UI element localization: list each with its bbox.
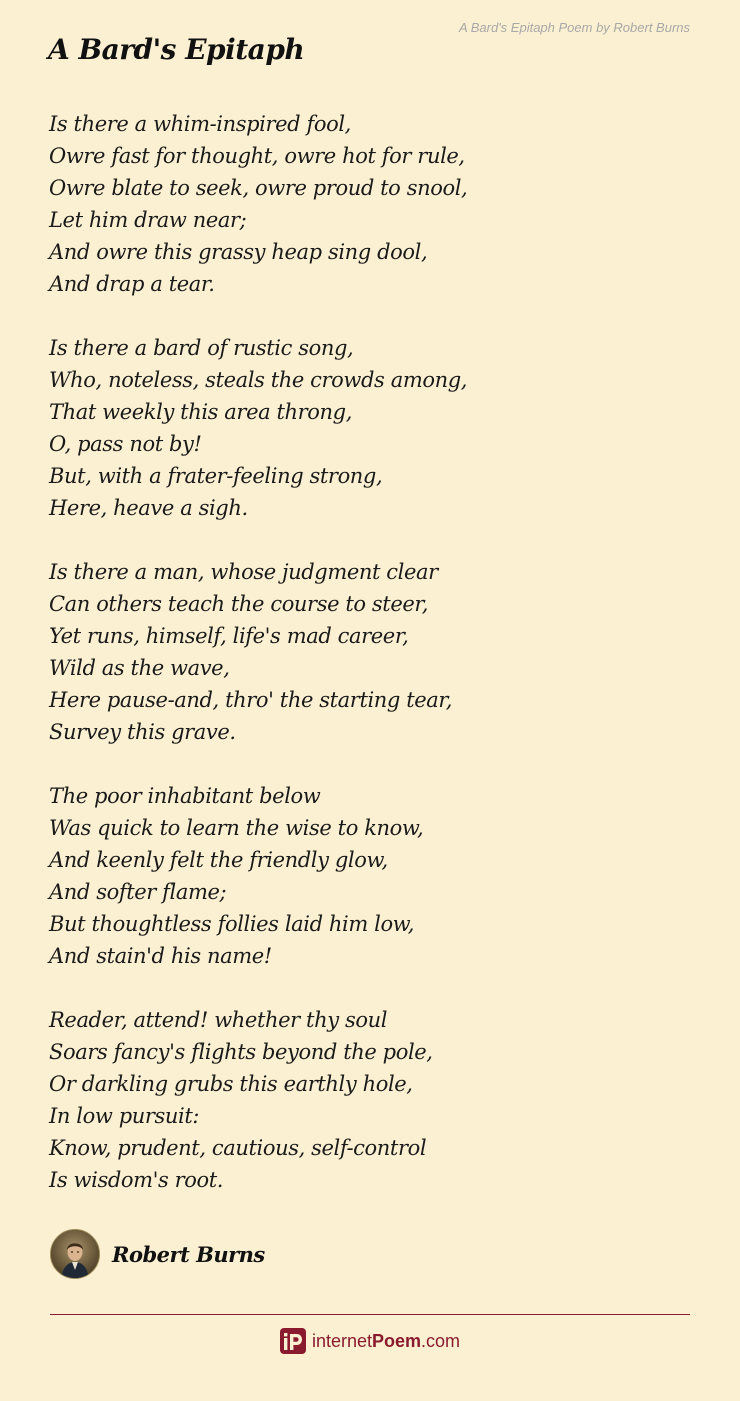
poem-body xyxy=(49,108,689,1228)
poem-line: Let him draw near; xyxy=(49,208,247,232)
poem-line: Soars fancy's flights beyond the pole, xyxy=(49,1040,433,1064)
poem-line: Wild as the wave, xyxy=(49,656,230,680)
footer-divider xyxy=(50,1314,690,1315)
poem-line: And softer flame; xyxy=(49,880,227,904)
poem-line: In low pursuit: xyxy=(49,1104,200,1128)
footer-brand-link[interactable] xyxy=(0,1326,740,1356)
poem-line: And keenly felt the friendly glow, xyxy=(49,848,388,872)
stanza xyxy=(49,556,689,748)
poem-line: Yet runs, himself, life's mad career, xyxy=(49,624,409,648)
author-avatar[interactable] xyxy=(50,1229,100,1279)
stanza xyxy=(49,1004,689,1196)
poem-line: O, pass not by! xyxy=(49,432,202,456)
brand-prefix: internet xyxy=(311,1330,372,1351)
poem-line: Is there a man, whose judgment clear xyxy=(49,560,438,584)
poem-line: Or darkling grubs this earthly hole, xyxy=(49,1072,413,1096)
poem-line: Is there a bard of rustic song, xyxy=(49,336,354,360)
poem-line: Here pause-and, thro' the starting tear, xyxy=(49,688,453,712)
author-name[interactable]: Robert Burns xyxy=(112,1241,265,1267)
poem-line: Know, prudent, cautious, self-control xyxy=(49,1136,427,1160)
poem-line: Is there a whim-inspired fool, xyxy=(49,112,351,136)
brand-suffix: .com xyxy=(421,1330,461,1351)
brand-text xyxy=(312,1331,460,1352)
ip-logo-icon xyxy=(280,1328,306,1354)
poem-line: Owre blate to seek, owre proud to snool, xyxy=(49,176,468,200)
poem-line: Who, noteless, steals the crowds among, xyxy=(49,368,468,392)
poem-line: Was quick to learn the wise to know, xyxy=(49,816,424,840)
poem-title: A Bard's Epitaph xyxy=(48,33,305,66)
poem-line: Owre fast for thought, owre hot for rule, xyxy=(49,144,465,168)
poem-line: But, with a frater-feeling strong, xyxy=(49,464,383,488)
poem-line: And owre this grassy heap sing dool, xyxy=(49,240,428,264)
author-portrait-icon xyxy=(51,1230,99,1278)
poem-line: Survey this grave. xyxy=(49,720,236,744)
stanza xyxy=(49,780,689,972)
poem-line: Can others teach the course to steer, xyxy=(49,592,429,616)
stanza xyxy=(49,108,689,300)
poem-line: Reader, attend! whether thy soul xyxy=(49,1008,388,1032)
poem-line: The poor inhabitant below xyxy=(49,784,321,808)
stanza xyxy=(49,332,689,524)
poem-line: But thoughtless follies laid him low, xyxy=(49,912,415,936)
poem-line: And drap a tear. xyxy=(49,272,215,296)
author-row[interactable] xyxy=(50,1228,265,1280)
brand-bold: Poem xyxy=(372,1330,422,1351)
header-caption: A Bard's Epitaph Poem by Robert Burns xyxy=(458,20,690,35)
poem-line: That weekly this area throng, xyxy=(49,400,352,424)
poem-line: Is wisdom's root. xyxy=(49,1168,224,1192)
poem-line: Here, heave a sigh. xyxy=(49,496,248,520)
poem-line: And stain'd his name! xyxy=(49,944,272,968)
